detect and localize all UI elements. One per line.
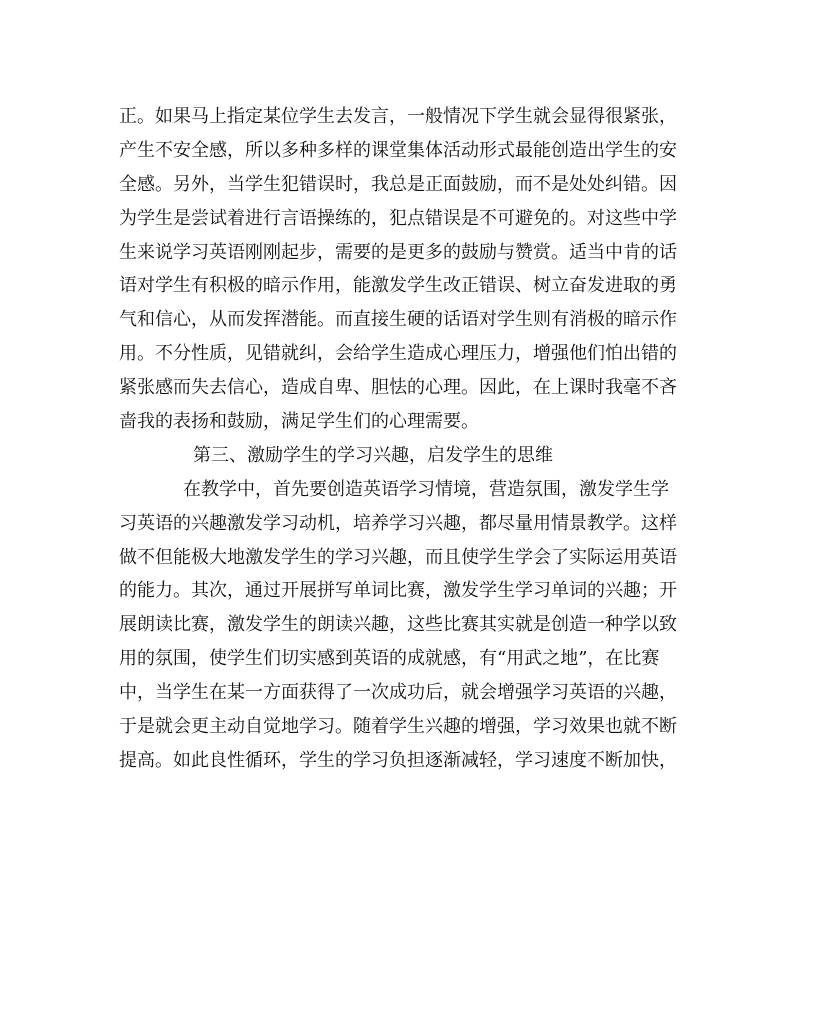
text-line: 紧张感而失去信心，造成自卑、胆怯的心理。因此，在上课时我毫不吝 bbox=[119, 377, 677, 399]
text-line: 的能力。其次，通过开展拼写单词比赛，激发学生学习单词的兴趣；开 bbox=[119, 580, 677, 602]
text-line: 语对学生有积极的暗示作用，能激发学生改正错误、树立奋发进取的勇 bbox=[119, 275, 677, 297]
section-heading: 第三、激励学生的学习兴趣，启发学生的思维 bbox=[193, 444, 553, 466]
text-line: 习英语的兴趣激发学习动机，培养学习兴趣，都尽量用情景教学。这样 bbox=[119, 512, 677, 534]
text-line: 全感。另外，当学生犯错误时，我总是正面鼓励，而不是处处纠错。因 bbox=[119, 173, 677, 195]
text-line: 产生不安全感，所以多种多样的课堂集体活动形式最能创造出学生的安 bbox=[119, 139, 677, 161]
text-line: 正。如果马上指定某位学生去发言，一般情况下学生就会显得很紧张， bbox=[119, 106, 677, 127]
text-line: 展朗读比赛，激发学生的朗读兴趣，这些比赛其实就是创造一种学以致 bbox=[119, 614, 677, 636]
body-text bbox=[119, 100, 699, 778]
text-line: 提高。如此良性循环，学生的学习负担逐渐减轻，学习速度不断加快， bbox=[119, 749, 677, 771]
text-line: 啬我的表扬和鼓励，满足学生们的心理需要。 bbox=[119, 411, 479, 433]
text-line: 气和信心，从而发挥潜能。而直接生硬的话语对学生则有消极的暗示作 bbox=[119, 309, 677, 331]
text-line: 做不但能极大地激发学生的学习兴趣，而且使学生学会了实际运用英语 bbox=[119, 546, 677, 568]
text-line: 于是就会更主动自觉地学习。随着学生兴趣的增强，学习效果也就不断 bbox=[119, 716, 677, 738]
text-line: 用。不分性质，见错就纠，会给学生造成心理压力，增强他们怕出错的 bbox=[119, 343, 677, 365]
text-line: 中，当学生在某一方面获得了一次成功后，就会增强学习英语的兴趣， bbox=[119, 682, 677, 704]
text-line: 生来说学习英语刚刚起步，需要的是更多的鼓励与赞赏。适当中肯的话 bbox=[119, 241, 677, 263]
text-line: 在教学中，首先要创造英语学习情境，营造氛围，激发学生学 bbox=[183, 478, 669, 500]
text-line: 为学生是尝试着进行言语操练的，犯点错误是不可避免的。对这些中学 bbox=[119, 207, 677, 229]
text-line: 用的氛围，使学生们切实感到英语的成就感，有“用武之地”，在比赛 bbox=[119, 648, 660, 670]
